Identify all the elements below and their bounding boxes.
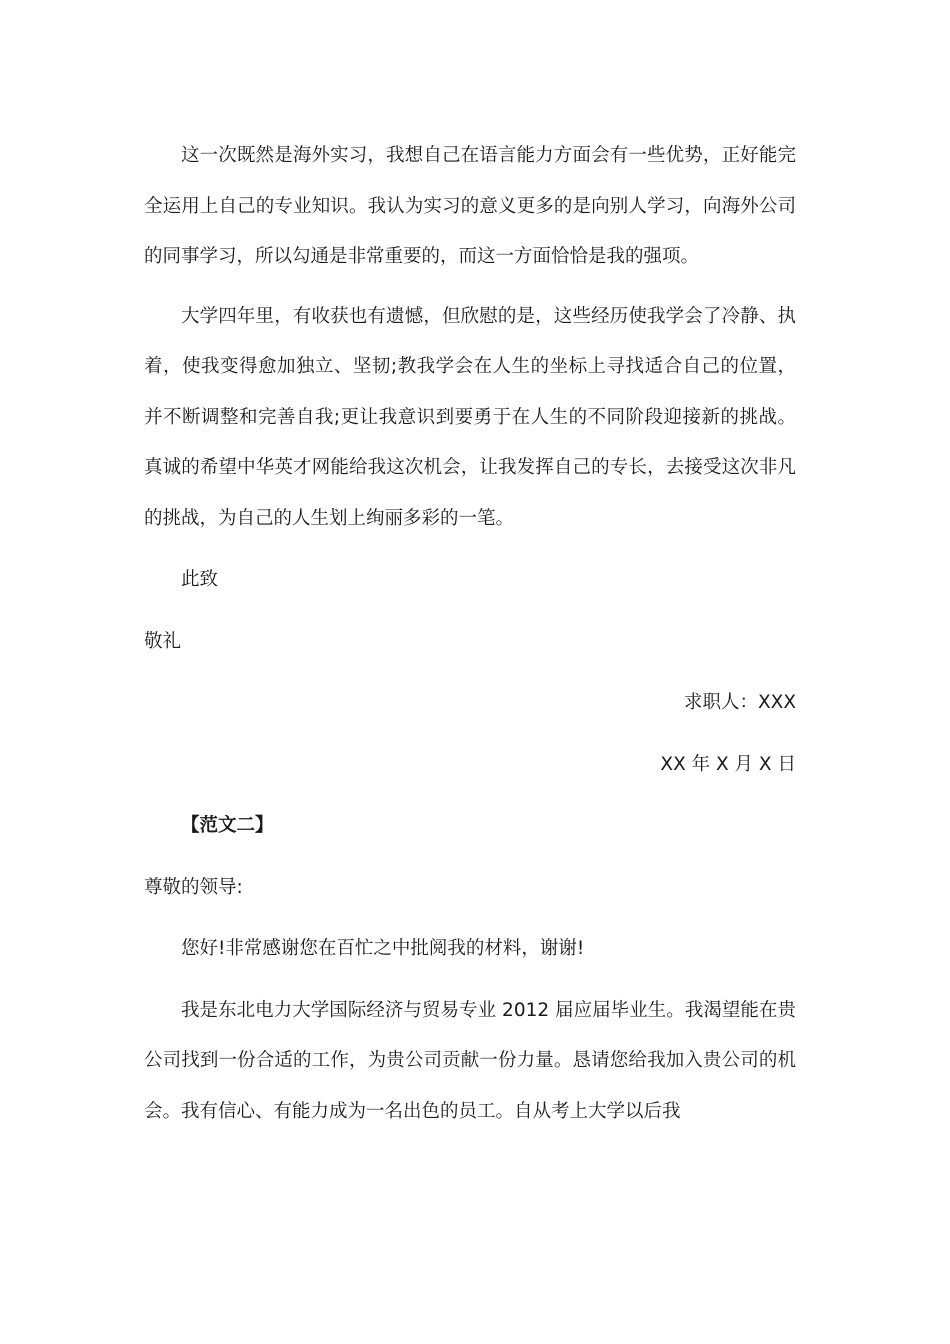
document-body [144, 131, 796, 1137]
closing-jingli: 敬礼 [144, 630, 182, 652]
closing-cizhi: 此致 [181, 569, 219, 590]
paragraph-greeting: 您好!非常感谢您在百忙之中批阅我的材料，谢谢! [181, 938, 585, 959]
paragraph-introduction: 我是东北电力大学国际经济与贸易专业 2012 届应届毕业生。我渴望能在贵公司找到一份合适的工作，为贵公司贡献一份力量。恳请您给我加入贵公司的机会。我有信心、有能力成为一名出色的员工。自从考上大学以后我 [144, 999, 796, 1122]
paragraph-university: 大学四年里，有收获也有遗憾，但欣慰的是，这些经历使我学会了冷静、执着，使我变得愈加独立、坚韧;教我学会在人生的坐标上寻找适合自己的位置，并不断调整和完善自我;更让我意识到要勇于在人生的不同阶段迎接新的挑战。真诚的希望中华英才网能给我这次机会，让我发挥自己的专长，去接受这次非凡的挑战，为自己的人生划上绚丽多彩的一笔。 [144, 305, 796, 529]
salutation: 尊敬的领导: [144, 876, 243, 898]
paragraph-internship: 这一次既然是海外实习，我想自己在语言能力方面会有一些优势，正好能完全运用上自己的专业知识。我认为实习的意义更多的是向别人学习，向海外公司的同事学习，所以勾通是非常重要的，而这一方面恰恰是我的强项。 [144, 145, 796, 267]
signature-line: 求职人：XXX [683, 692, 796, 713]
section-heading: 【范文二】 [181, 815, 274, 836]
date-line: XX 年 X 月 X 日 [660, 753, 796, 775]
